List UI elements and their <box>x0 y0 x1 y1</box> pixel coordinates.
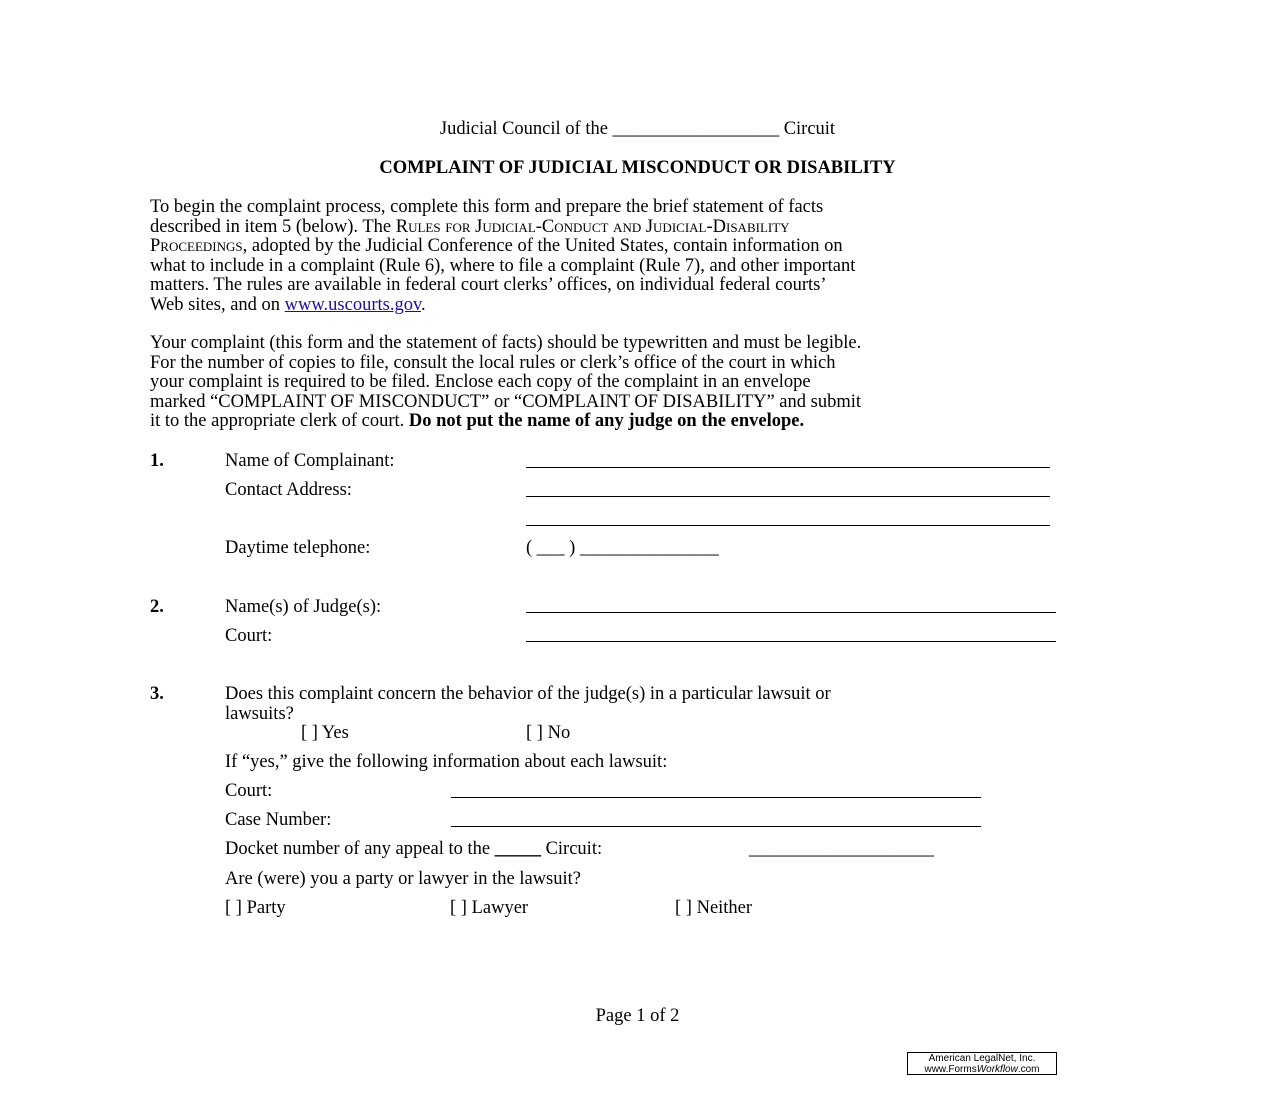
intro-paragraph <box>150 198 1140 315</box>
intro-line-3 <box>150 237 1140 257</box>
daytime-telephone-label: Daytime telephone: <box>225 538 371 558</box>
party-lawyer-question: Are (were) you a party or lawyer in the lawsuit? <box>225 869 581 889</box>
intro-text: described in item 5 (below). The <box>150 216 396 237</box>
no-option[interactable] <box>526 723 570 744</box>
party-option[interactable] <box>225 898 286 919</box>
yes-option[interactable] <box>301 723 349 744</box>
url-italic-part: Workflow <box>976 1063 1018 1075</box>
area-code-field[interactable]: ___ <box>536 538 565 558</box>
item-1-number: 1. <box>150 451 164 471</box>
court-field[interactable] <box>526 641 1056 642</box>
docket-appeal-line <box>225 839 602 860</box>
intro-line-5: matters. The rules are available in federal court clerks’ offices, on individual federal courts’ <box>150 275 827 295</box>
url-part: www.Forms <box>924 1063 977 1075</box>
instructions-line-3: your complaint is required to be filed. Enclose each copy of the complaint in an envelope <box>150 372 811 392</box>
no-checkbox[interactable]: [ ] <box>526 723 543 743</box>
intro-line-1: To begin the complaint process, complete this form and prepare the brief statement of facts <box>150 197 824 217</box>
page-number <box>0 1006 1275 1027</box>
rules-title-cont: Proceedings <box>150 236 243 256</box>
publisher-url <box>908 1065 1056 1076</box>
lawsuit-question-line-1: Does this complaint concern the behavior of the judge(s) in a particular lawsuit or <box>225 684 831 704</box>
page-prefix: Page <box>595 1006 632 1026</box>
page-current: 1 <box>636 1006 646 1026</box>
instructions-paragraph <box>150 334 1140 432</box>
item-2-number: 2. <box>150 597 164 617</box>
intro-line-6 <box>150 296 1140 316</box>
neither-label: Neither <box>696 898 753 918</box>
item-3-number: 3. <box>150 684 164 704</box>
area-close-paren: ) <box>569 538 576 558</box>
judge-names-field[interactable] <box>526 612 1056 613</box>
publisher-name: American LegalNet, Inc. <box>928 1053 1036 1064</box>
form-title: COMPLAINT OF JUDICIAL MISCONDUCT OR DISABILITY <box>379 158 896 178</box>
lawsuit-court-label: Court: <box>225 781 273 801</box>
docket-number-field[interactable]: ____________________ <box>749 839 934 859</box>
rules-title: Rules for Judicial-Conduct and Judicial-Disability <box>395 216 790 237</box>
if-yes-instruction: If “yes,” give the following information about each lawsuit: <box>225 752 668 772</box>
lawyer-label: Lawyer <box>471 898 529 918</box>
neither-option[interactable] <box>675 898 752 919</box>
party-checkbox[interactable]: [ ] <box>225 898 242 918</box>
telephone-field[interactable] <box>526 538 719 559</box>
lawsuit-question-line-2: lawsuits? <box>225 704 294 724</box>
council-line <box>0 119 1275 140</box>
yes-label: Yes <box>321 723 349 743</box>
contact-address-field-2[interactable] <box>526 525 1050 526</box>
lawyer-option[interactable] <box>450 898 528 919</box>
area-open-paren: ( <box>526 538 533 558</box>
yes-checkbox[interactable]: [ ] <box>301 723 318 743</box>
council-prefix: Judicial Council of the <box>439 119 608 139</box>
intro-text: Web sites, and on <box>150 294 285 315</box>
url-part: .com <box>1017 1063 1040 1075</box>
complainant-name-label: Name of Complainant: <box>225 451 395 471</box>
party-label: Party <box>246 898 286 918</box>
council-suffix: Circuit <box>783 119 836 139</box>
instructions-line-4: marked “COMPLAINT OF MISCONDUCT” or “COMPLAINT OF DISABILITY” and submit <box>150 391 862 412</box>
intro-text: , adopted by the Judicial Conference of the United States, contain information on <box>242 236 843 256</box>
envelope-warning: Do not put the name of any judge on the envelope. <box>408 411 805 431</box>
no-label: No <box>547 723 571 743</box>
circuit-blank[interactable]: __________________ <box>612 119 780 139</box>
case-number-label: Case Number: <box>225 810 332 830</box>
lawsuit-court-field[interactable] <box>451 797 981 798</box>
instructions-line-1: Your complaint (this form and the statement of facts) should be typewritten and must be legible. <box>150 333 862 353</box>
phone-number-field[interactable]: _______________ <box>579 538 719 558</box>
docket-prefix: Docket number of any appeal to the <box>225 839 491 859</box>
neither-checkbox[interactable]: [ ] <box>675 898 692 918</box>
appeal-circuit-field[interactable]: _____ <box>494 839 541 859</box>
intro-text: . <box>421 294 426 315</box>
page-of: of <box>650 1006 666 1026</box>
complainant-name-field[interactable] <box>526 467 1050 468</box>
contact-address-field-1[interactable] <box>526 496 1050 497</box>
intro-line-4: what to include in a complaint (Rule 6), where to file a complaint (Rule 7), and other important <box>150 255 856 276</box>
contact-address-label: Contact Address: <box>225 480 352 500</box>
intro-line-2 <box>150 218 1140 238</box>
instructions-line-5 <box>150 412 1140 432</box>
court-label: Court: <box>225 626 273 646</box>
case-number-field[interactable] <box>451 826 981 827</box>
docket-suffix: Circuit: <box>545 839 603 859</box>
instructions-line-2: For the number of copies to file, consult the local rules or clerk’s office of the court in which <box>150 352 836 373</box>
instructions-text: it to the appropriate clerk of court. <box>150 411 409 431</box>
uscourts-link[interactable]: www.uscourts.gov <box>284 294 422 315</box>
judge-names-label: Name(s) of Judge(s): <box>225 597 382 617</box>
lawyer-checkbox[interactable]: [ ] <box>450 898 467 918</box>
publisher-badge <box>907 1052 1057 1075</box>
page-total: 2 <box>670 1006 680 1026</box>
